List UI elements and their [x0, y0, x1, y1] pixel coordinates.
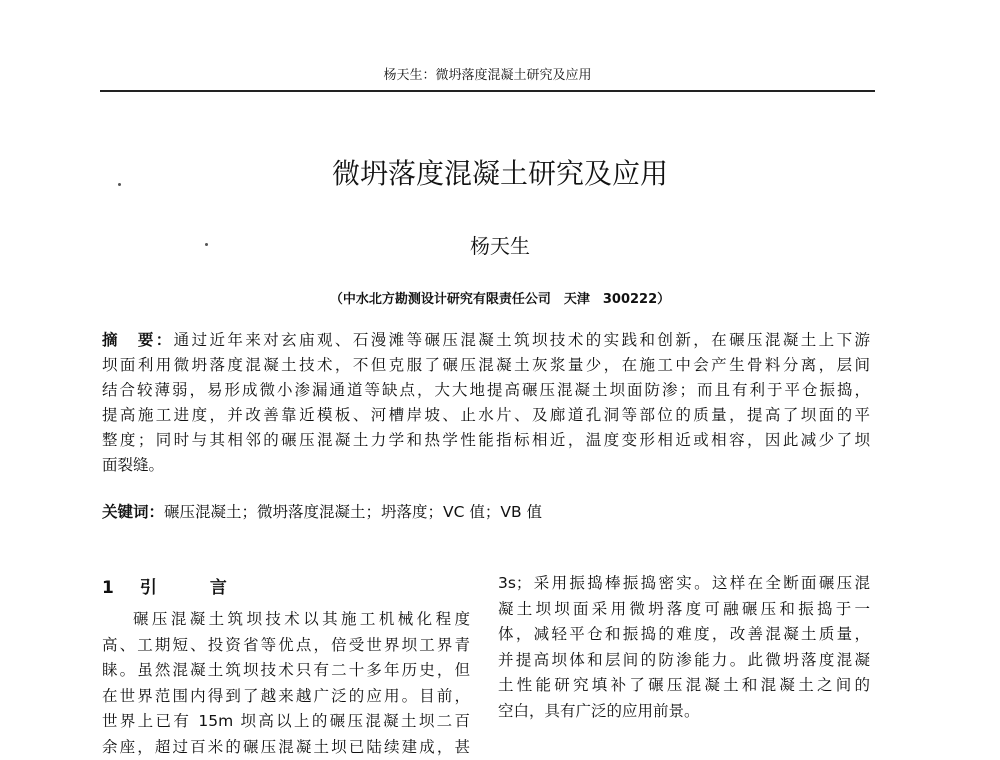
- abstract: [102, 328, 870, 478]
- running-header: 杨天生：微坍落度混凝土研究及应用: [383, 68, 592, 83]
- header-rule: [100, 90, 875, 92]
- paragraph-line: 高、工期短、投资省等优点，倍受世界坝工界青: [102, 635, 470, 654]
- author: 杨天生: [470, 234, 530, 258]
- section-title: 引 言: [139, 578, 245, 598]
- keywords: [102, 500, 542, 522]
- paragraph-line: 体，减轻平仓和振捣的难度，改善混凝土质量，: [498, 625, 870, 643]
- paper-title: 微坍落度混凝土研究及应用: [331, 157, 668, 190]
- paragraph-line: 碾压混凝土筑坝技术以其施工机械化程度: [133, 610, 470, 628]
- right-column: [498, 571, 870, 724]
- paragraph-line: 凝土坝坝面采用微坍落度可融碾压和振捣于一: [498, 599, 870, 618]
- abstract-line: 坝面利用微坍落度混凝土技术，不但克服了碾压混凝土灰浆量少，在施工中会产生骨料分离，层间: [102, 356, 870, 374]
- paragraph-line: 余座，超过百米的碾压混凝土坝已陆续建成，甚: [102, 737, 470, 756]
- abstract-line: 提高施工进度，并改善靠近模板、河槽岸坡、止水片、及廊道孔洞等部位的质量，提高了坝面的平: [102, 406, 870, 424]
- keywords-label: 关键词：: [102, 503, 165, 521]
- abstract-line: [102, 328, 870, 353]
- section-heading: [102, 573, 271, 598]
- paragraph-line: 世界上已有 15m 坝高以上的碾压混凝土坝二百: [102, 712, 470, 730]
- affiliation: （中水北方勘测设计研究有限责任公司 天津 300222）: [329, 292, 671, 307]
- paragraph-line: 空白，具有广泛的应用前景。: [498, 701, 700, 720]
- abstract-line: 结合较薄弱，易形成微小渗漏通道等缺点，大大地提高碾压混凝土坝面防渗；而且有利于平仓振捣，: [102, 381, 870, 399]
- abstract-text: 通过近年来对玄庙观、石漫滩等碾压混凝土筑坝技术的实践和创新，在碾压混凝土上下游: [173, 331, 870, 349]
- paragraph-line: 睐。虽然混凝土筑坝技术只有二十多年历史，但: [102, 661, 470, 679]
- section-number: 1: [102, 578, 114, 598]
- paragraph-line: 土性能研究填补了碾压混凝土和混凝土之间的: [498, 676, 870, 694]
- abstract-label: 摘 要：: [102, 331, 174, 349]
- paragraph-line: 并提高坝体和层间的防渗能力。此微坍落度混凝: [498, 650, 870, 669]
- abstract-line: 面裂缝。: [102, 456, 165, 474]
- keywords-text: 碾压混凝土；微坍落度混凝土；坍落度；VC 值；VB 值: [164, 503, 543, 521]
- left-column: [102, 607, 470, 760]
- paragraph-line: 3s；采用振捣棒振捣密实。这样在全断面碾压混: [498, 574, 870, 592]
- paragraph-line: 在世界范围内得到了越来越广泛的应用。目前，: [102, 686, 470, 705]
- abstract-line: 整度；同时与其相邻的碾压混凝土力学和热学性能指标相近，温度变形相近或相容，因此减少了坝: [102, 431, 870, 449]
